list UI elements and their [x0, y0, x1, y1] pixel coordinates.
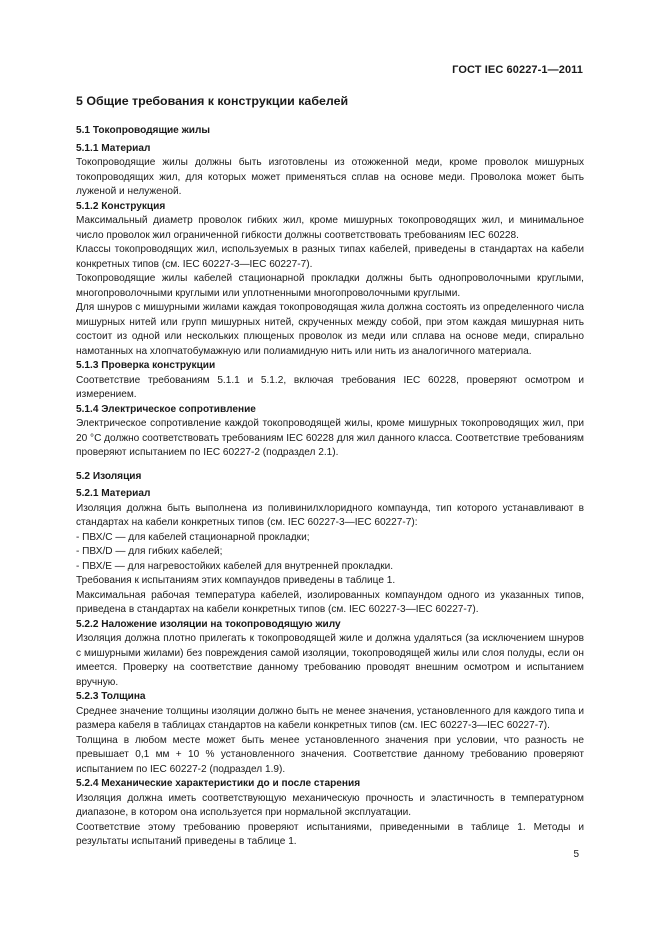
- paragraph: Токопроводящие жилы кабелей стационарной прокладки должны быть однопроволочными круглыми, многопроволочными круглыми или уплотненными многопроволочными круглыми.: [76, 273, 584, 299]
- clause-heading-5-2-3: 5.2.3 Толщина: [76, 691, 146, 702]
- paragraph: Для шнуров с мишурными жилами каждая токопроводящая жила должна состоять из определенного числа мишурных нитей или групп мишурных нитей, скрученных между собой, при этом каждая мишурная нить состоит из одной или нескольких плющеных проволок из меди или сплава на основе меди, спирально намотанных на хлопчатобумажную или полиамидную нить или нить из аналогичного материала.: [76, 302, 584, 357]
- section-title: 5 Общие требования к конструкции кабелей: [76, 94, 349, 108]
- paragraph: Изоляция должна быть выполнена из поливинилхлоридного компаунда, тип которого устанавливают в стандартах на кабели конкретных типов (см. IEC 60227-3—IEC 60227-7):: [76, 502, 584, 528]
- subsection-heading: 5.1 Токопроводящие жилы: [76, 125, 210, 136]
- clause-heading-5-2-2: 5.2.2 Наложение изоляции на токопроводящую жилу: [76, 618, 341, 630]
- list-item: - ПВХ/D — для гибких кабелей;: [76, 546, 223, 557]
- subsection-5-1: [76, 124, 584, 461]
- paragraph: Классы токопроводящих жил, используемых в разных типах кабелей, приведены в стандартах на кабели конкретных типов (см. IEC 60227-3—IEC 60227-7).: [76, 244, 584, 270]
- list-item: - ПВХ/С — для кабелей стационарной прокладки;: [76, 531, 310, 543]
- paragraph: Максимальный диаметр проволок гибких жил, кроме мишурных токопроводящих жил, и минимальное число проволок жил ограниченной гибкости должны соответствовать требованиям IEC 60228.: [76, 215, 584, 241]
- clause-heading-5-1-4: 5.1.4 Электрическое сопротивление: [76, 403, 256, 415]
- clause-heading-5-1-2: 5.1.2 Конструкция: [76, 200, 166, 212]
- clause-heading-5-1-1: 5.1.1 Материал: [76, 142, 151, 154]
- subsection-heading: 5.2 Изоляция: [76, 470, 142, 482]
- clause-heading-5-1-3: 5.1.3 Проверка конструкции: [76, 360, 216, 371]
- paragraph: Токопроводящие жилы должны быть изготовлены из отожженной меди, кроме проволок мишурных токопроводящих жил, для которых может применяться сплав на основе меди. Проволока может быть луженой и нелуженой.: [76, 157, 584, 197]
- paragraph: Толщина в любом месте может быть менее установленного значения при условии, что разность не превышает 0,1 мм + 10 % установленного значения. Соответствие данному требованию проверяют испытанием по IEC 60227-2 (подраздел 1.9).: [76, 734, 584, 775]
- clause-heading-5-2-1: 5.2.1 Материал: [76, 488, 151, 499]
- standard-designation: ГОСТ IEC 60227-1—2011: [452, 64, 583, 76]
- list-item: - ПВХ/Е — для нагревостойких кабелей для внутренней прокладки.: [76, 560, 394, 572]
- clause-heading-5-2-4: 5.2.4 Механические характеристики до и после старения: [76, 778, 361, 789]
- page-content: [76, 94, 584, 850]
- page-number: 5: [573, 849, 579, 860]
- paragraph: Изоляция должна плотно прилегать к токопроводящей жиле и должна удаляться (за исключением шнуров с мишурными жилами) без повреждения самой изоляции, токопроводящей жилы или слоя полуды, если он имеется. Проверку на соответствие данному требованию проводят внешним осмотром и испытанием вручную.: [76, 633, 584, 688]
- paragraph: Соответствие этому требованию проверяют испытаниями, приведенными в таблице 1. Методы и результаты испытаний приведены в таблице 1.: [76, 821, 584, 847]
- paragraph: Требования к испытаниям этих компаундов приведены в таблице 1.: [76, 575, 396, 586]
- compound-list: [76, 531, 584, 575]
- paragraph: Среднее значение толщины изоляции должно быть не менее значения, установленного для каждого типа и размера кабеля в таблицах стандартов на кабели конкретных типов (см. IEC 60227-3—IEC 60227-7).: [76, 705, 584, 731]
- paragraph: Изоляция должна иметь соответствующую механическую прочность и эластичность в температурном диапазоне, в котором она используется при нормальной эксплуатации.: [76, 792, 584, 818]
- paragraph: Соответствие требованиям 5.1.1 и 5.1.2, включая требования IEC 60228, проверяют осмотром и измерением.: [76, 374, 584, 400]
- paragraph: Максимальная рабочая температура кабелей, изолированных компаундом одного из указанных типов, приведена в стандартах на кабели конкретных типов (см. IEC 60227-3—IEC 60227-7).: [76, 589, 584, 615]
- paragraph: Электрическое сопротивление каждой токопроводящей жилы, кроме мишурных токопроводящих жил, при 20 °С должно соответствовать требованиям IEC 60228 для жил данного класса. Соответствие требованиям проверяют испытанием по IEC 60227-2 (подраздел 2.1).: [76, 418, 584, 458]
- subsection-5-2: [76, 470, 584, 850]
